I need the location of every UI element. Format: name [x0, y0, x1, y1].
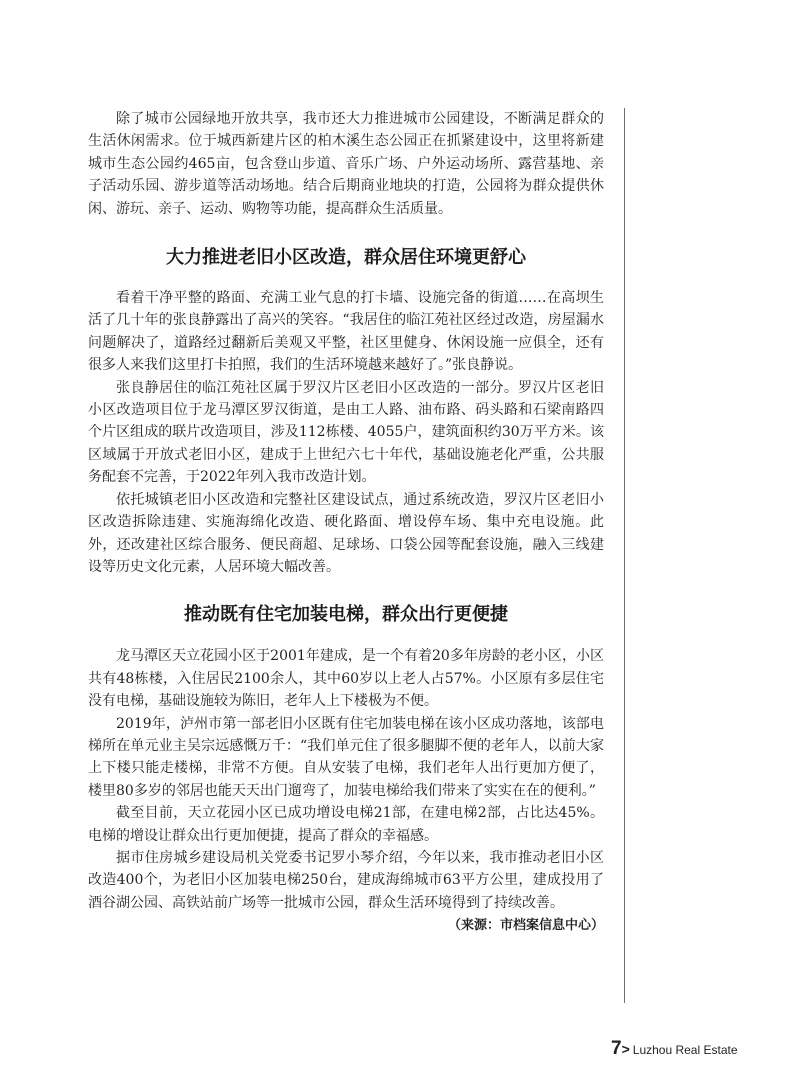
body-paragraph: 看着干净平整的路面、充满工业气息的打卡墙、设施完备的街道……在高坝生活了几十年的张良静露出了高兴的笑容。“我居住的临江苑社区经过改造，房屋漏水问题解决了，道路经过翻新后美观又平整，社区里健身、休闲设施一应俱全，还有很多人来我们这里打卡拍照，我们的生活环境越来越好了。”张良静说。 — [88, 290, 604, 374]
article-body — [88, 108, 604, 937]
body-paragraph: 依托城镇老旧小区改造和完整社区建设试点，通过系统改造，罗汉片区老旧小区改造拆除违建、实施海绵化改造、硬化路面、增设停车场、集中充电设施。此外，还改建社区综合服务、便民商超、足球场、口袋公园等配套设施，融入三线建设等历史文化元素，人居环境大幅改善。 — [88, 491, 604, 575]
body-paragraph: 2019年，泸州市第一部老旧小区既有住宅加装电梯在该小区成功落地，该部电梯所在单元业主吴宗远感慨万千：“我们单元住了很多腿脚不便的老年人，以前大家上下楼只能走楼梯，非常不方便。自从安装了电梯，我们老年人出行更加方便了，楼里80多岁的邻居也能天天出门遛弯了，加装电梯给我们带来了实实在在的便利。” — [88, 715, 604, 799]
page-number: 7 — [611, 1038, 622, 1059]
body-paragraph: 据市住房城乡建设局机关党委书记罗小琴介绍，今年以来，我市推动老旧小区改造400个，为老旧小区加装电梯250台，建成海绵城市63平方公里，建成投用了酒谷湖公园、高铁站前广场等一批城市公园，群众生活环境得到了持续改善。 — [88, 849, 604, 911]
column-divider-line — [624, 108, 625, 1003]
page-footer — [611, 1038, 738, 1062]
intro-paragraph: 除了城市公园绿地开放共享，我市还大力推进城市公园建设，不断满足群众的生活休闲需求。位于城西新建片区的柏木溪生态公园正在抓紧建设中，这里将新建城市生态公园约465亩，包含登山步道、音乐广场、户外运动场所、露营基地、亲子活动乐园、游步道等活动场地。结合后期商业地块的打造，公园将为群众提供休闲、游玩、亲子、运动、购物等功能，提高群众生活质量。 — [88, 111, 604, 217]
body-paragraph: 截至目前，天立花园小区已成功增设电梯21部，在建电梯2部，占比达45%。电梯的增设让群众出行更加便捷，提高了群众的幸福感。 — [88, 805, 604, 844]
footer-arrow-icon: > — [621, 1041, 630, 1057]
body-paragraph: 龙马潭区天立花园小区于2001年建成，是一个有着20多年房龄的老小区，小区共有48栋楼，入住居民2100余人，其中60岁以上老人占57%。小区原有多层住宅没有电梯，基础设施较为陈旧，老年人上下楼极为不便。 — [88, 648, 604, 710]
publication-name: Luzhou Real Estate — [632, 1043, 738, 1057]
section-heading-old-community-renovation: 大力推进老旧小区改造，群众居住环境更舒心 — [166, 247, 526, 269]
section-heading-elevator-installation: 推动既有住宅加装电梯，群众出行更便捷 — [184, 604, 508, 626]
body-paragraph: 张良静居住的临江苑社区属于罗汉片区老旧小区改造的一部分。罗汉片区老旧小区改造项目位于龙马潭区罗汉街道，是由工人路、油布路、码头路和石梁南路四个片区组成的联片改造项目，涉及112栋楼、4055户，建筑面积约30万平方米。该区域属于开放式老旧小区，建成于上世纪六七十年代，基础设施老化严重，公共服务配套不完善，于2022年列入我市改造计划。 — [88, 379, 604, 486]
article-source: （来源：市档案信息中心） — [447, 918, 604, 934]
